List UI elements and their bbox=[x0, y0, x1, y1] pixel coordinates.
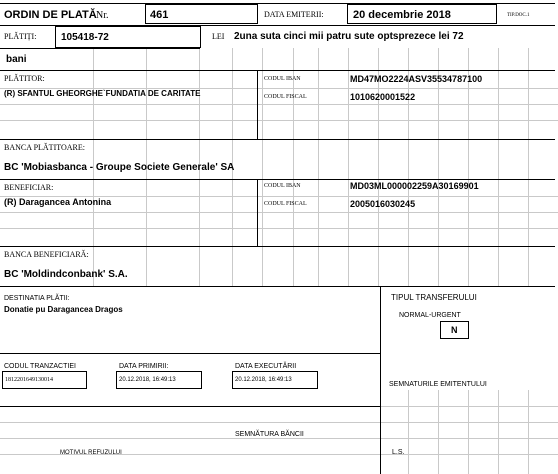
issuer-signatures-label: SEMNATURILE EMITENTULUI bbox=[389, 381, 487, 388]
bank-signature-label: SEMNĂTURA BĂNCII bbox=[235, 431, 304, 438]
received-date-label: DATA PRIMIRII: bbox=[119, 363, 169, 370]
payer-name: (R) SFANTUL GHEORGHE`FUNDATIA DE CARITATE bbox=[4, 89, 201, 98]
beneficiary-bank-label: BANCA BENEFICIARĂ: bbox=[4, 250, 89, 259]
nr-box bbox=[145, 4, 258, 24]
document-title: ORDIN DE PLATĂ bbox=[4, 9, 97, 21]
purpose-label: DESTINATIA PLĂTII: bbox=[4, 295, 70, 302]
beneficiary-bank-name: BC 'Moldindconbank' S.A. bbox=[4, 269, 128, 280]
payer-iban-value: MD47MO2224ASV35534787100 bbox=[350, 74, 483, 84]
payer-label: PLĂTITOR: bbox=[4, 74, 45, 83]
beneficiary-name: (R) Daragancea Antonina bbox=[4, 197, 112, 207]
date-label: DATA EMITERII: bbox=[264, 10, 324, 19]
ls-label: L.S. bbox=[392, 449, 405, 456]
transfer-type-value: N bbox=[451, 325, 458, 335]
currency-label: LEI bbox=[212, 32, 225, 41]
executed-date-value: 20.12.2018, 16:49:13 bbox=[235, 377, 292, 383]
amount-in-words: 2una suta cinci mii patru sute optsprezece lei 72 bbox=[234, 31, 464, 42]
payer-iban-label: CODUL IBAN bbox=[264, 76, 301, 82]
doc-type: TIP.DOC.1 bbox=[507, 13, 530, 18]
tx-code-label: CODUL TRANZACTIEI bbox=[4, 363, 76, 370]
transfer-type-label: TIPUL TRANSFERULUI bbox=[391, 293, 477, 302]
received-date-value: 20.12.2018, 16:49:13 bbox=[119, 377, 176, 383]
nr-value: 461 bbox=[150, 9, 169, 21]
beneficiary-iban-value: MD03ML000002259A30169901 bbox=[350, 181, 479, 191]
payer-bank-label: BANCA PLĂTITOARE: bbox=[4, 143, 85, 152]
beneficiary-iban-label: CODUL IBAN bbox=[264, 183, 301, 189]
refusal-reason-label: MOTIVUL REFUZULUI bbox=[60, 450, 122, 456]
payer-fiscal-label: CODUL FISCAL bbox=[264, 94, 307, 100]
tx-code-box bbox=[2, 371, 87, 389]
tx-code-value: 1812201649130014 bbox=[5, 377, 53, 383]
date-value: 20 decembrie 2018 bbox=[353, 9, 451, 21]
payer-fiscal-value: 1010620001522 bbox=[350, 92, 416, 102]
amount-box bbox=[55, 26, 201, 48]
beneficiary-label: BENEFICIAR: bbox=[4, 183, 54, 192]
purpose-value: Donatie pu Daragancea Dragos bbox=[4, 305, 123, 314]
amount-label: PLĂTIȚI: bbox=[4, 32, 37, 41]
nr-label: Nr. bbox=[96, 10, 109, 21]
beneficiary-fiscal-value: 2005016030245 bbox=[350, 199, 416, 209]
payer-bank-name: BC 'Mobiasbanca - Groupe Societe Generale' SA bbox=[4, 162, 235, 173]
received-date-box bbox=[116, 371, 202, 389]
executed-date-label: DATA EXECUTĂRII bbox=[235, 363, 297, 370]
date-box bbox=[347, 4, 497, 24]
transfer-urgency-label: NORMAL-URGENT bbox=[399, 312, 461, 319]
amount-value: 105418-72 bbox=[61, 32, 109, 43]
transfer-type-box bbox=[440, 321, 469, 339]
beneficiary-fiscal-label: CODUL FISCAL bbox=[264, 201, 307, 207]
executed-date-box bbox=[232, 371, 318, 389]
amount-in-words-cont: bani bbox=[6, 54, 27, 65]
